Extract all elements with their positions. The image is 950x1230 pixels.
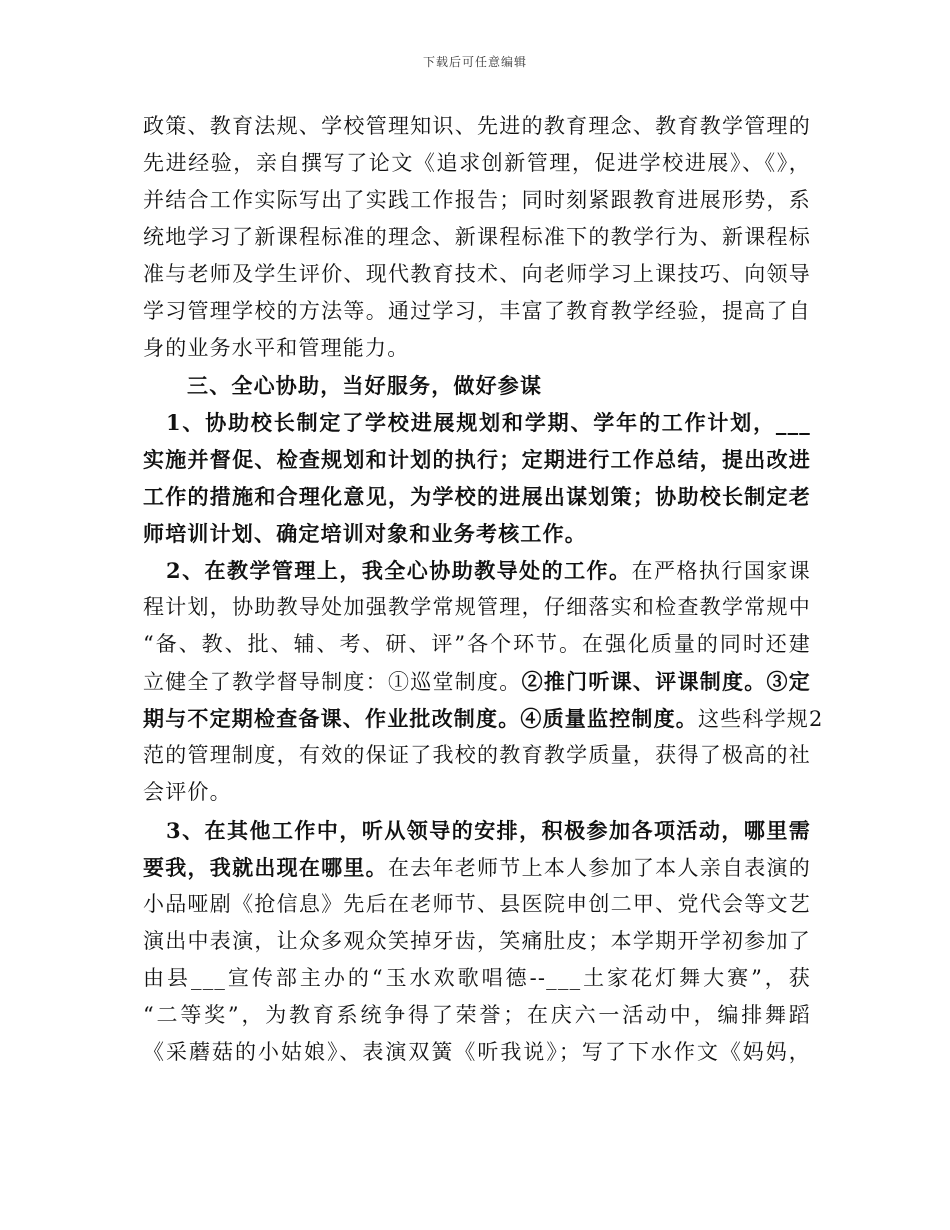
- bold-text: ②推门听课、评课制度。③定: [521, 669, 811, 694]
- bold-text: 期与不定期检查备课、作业批改制度。④质量监控制度。: [143, 706, 698, 731]
- text-line: [143, 663, 811, 700]
- text-line: [143, 849, 811, 886]
- bold-text: 工作的措施和合理化意见，为学校的进展出谋划策；协助校长制定老: [143, 484, 811, 509]
- text-line: [166, 812, 811, 849]
- text-line: 身的业务水平和管理能力。: [143, 336, 410, 360]
- text-line: 由县___宣传部主办的“玉水欢歌唱德--___土家花灯舞大赛”，获: [143, 966, 811, 990]
- text-line: “二等奖”，为教育系统争得了荣誉；在庆六一活动中，编排舞蹈: [143, 1003, 811, 1027]
- text-line: 学习管理学校的方法等。通过学习，丰富了教育教学经验，提高了自: [143, 299, 811, 323]
- text-line: 程计划，协助教导处加强教学常规管理，仔细落实和检查教学常规中: [143, 595, 811, 619]
- regular-text: 在严格执行国家课: [631, 559, 811, 583]
- section-heading-text: 三、全心协助，当好服务，做好参谋: [187, 373, 543, 398]
- text-line: [143, 441, 811, 478]
- text-line: 范的管理制度，有效的保证了我校的教育教学质量，获得了极高的社: [143, 743, 811, 767]
- text-line: 并结合工作实际写出了实践工作报告；同时刻紧跟教育进展形势，系: [143, 188, 811, 212]
- bold-text: 要我，我就出现在哪里。: [143, 855, 388, 880]
- text-line: [166, 404, 811, 441]
- page-number: 2: [809, 707, 824, 731]
- text-line: 统地学习了新课程标准的理念、新课程标准下的教学行为、新课程标: [143, 225, 811, 249]
- text-line: 会评价。: [143, 780, 232, 804]
- regular-text: 这些科学规: [698, 707, 809, 731]
- bold-text: 3、在其他工作中，听从领导的安排，积极参加各项活动，哪里需: [166, 818, 811, 843]
- text-line: 准与老师及学生评价、现代教育技术、向老师学习上课技巧、向领导: [143, 262, 811, 286]
- text-line: [143, 478, 811, 515]
- text-line: [143, 515, 811, 552]
- text-line: 《采蘑菇的小姑娘》、表演双簧《听我说》；写了下水作文《妈妈，: [143, 1040, 811, 1064]
- section-heading: [187, 367, 811, 404]
- text-line: 演出中表演，让众多观众笑掉牙齿，笑痛肚皮；本学期开学初参加了: [143, 929, 811, 953]
- regular-text: 立健全了教学督导制度：①巡堂制度。: [143, 670, 522, 694]
- bold-text: 师培训计划、确定培训对象和业务考核工作。: [143, 521, 587, 546]
- bold-text: 实施并督促、检查规划和计划的执行；定期进行工作总结，提出改进: [143, 447, 811, 472]
- text-line: [143, 700, 824, 737]
- regular-text: 在去年老师节上本人参加了本人亲自表演的: [387, 856, 811, 880]
- text-line: 小品哑剧《抢信息》先后在老师节、县医院申创二甲、党代会等文艺: [143, 892, 811, 916]
- bold-text: 1、协助校长制定了学校进展规划和学期、学年的工作计划，___: [166, 410, 811, 435]
- text-line: 政策、教育法规、学校管理知识、先进的教育理念、教育教学管理的: [143, 114, 811, 138]
- text-line: 先进经验，亲自撰写了论文《追求创新管理，促进学校进展》、《》，: [143, 151, 811, 175]
- text-line: “备、教、批、辅、考、研、评”各个环节。在强化质量的同时还建: [143, 632, 811, 656]
- bold-text: 2、在教学管理上，我全心协助教导处的工作。: [166, 558, 632, 583]
- text-line: [166, 552, 811, 589]
- page-header: 下载后可任意编辑: [422, 55, 527, 69]
